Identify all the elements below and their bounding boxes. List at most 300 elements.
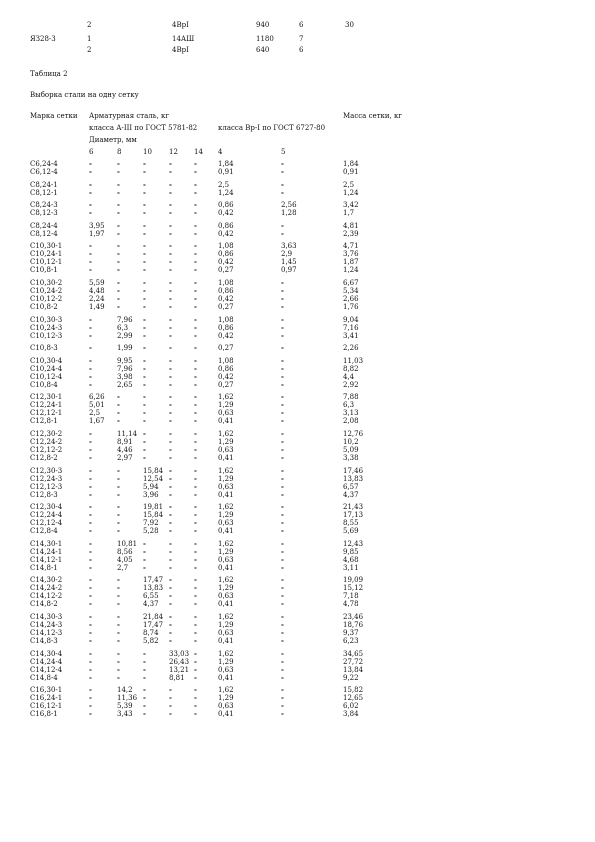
table-row — [0, 189, 595, 197]
steel-cell: - — [169, 546, 172, 556]
steel-cell: - — [194, 685, 197, 695]
mesh-mark: С8,12-4 — [30, 229, 58, 238]
mass-cell: 2,92 — [343, 380, 359, 389]
mesh-mark: С12,24-2 — [30, 438, 63, 446]
mesh-mark: С8,12-3 — [30, 209, 58, 218]
steel-cell: - — [194, 648, 197, 658]
steel-cell: - — [194, 554, 197, 564]
steel-cell: - — [89, 200, 92, 210]
steel-cell: - — [143, 546, 146, 556]
steel-cell: 10,81 — [117, 539, 138, 548]
steel-cell: - — [117, 473, 120, 483]
steel-cell: 0,27 — [218, 266, 234, 275]
steel-cell: 0,41 — [218, 637, 234, 645]
mass-cell: 15,82 — [343, 686, 364, 695]
steel-cell: 0,27 — [218, 303, 234, 311]
mass-cell: 7,18 — [343, 592, 359, 601]
steel-cell: - — [194, 265, 197, 275]
steel-cell: 1,29 — [218, 474, 234, 483]
steel-cell: - — [194, 583, 197, 593]
steel-cell: - — [143, 286, 146, 295]
steel-cell: - — [143, 278, 146, 287]
steel-cell: - — [194, 187, 197, 197]
steel-cell: - — [169, 249, 172, 259]
steel-cell: - — [89, 481, 92, 491]
steel-cell: - — [89, 322, 92, 332]
steel-cell: - — [194, 693, 197, 703]
steel-cell: - — [169, 379, 172, 389]
steel-cell: - — [89, 575, 92, 585]
mass-cell: 21,43 — [343, 503, 364, 512]
steel-cell: - — [169, 322, 172, 332]
steel-cell: 1,62 — [218, 430, 234, 438]
table-row — [0, 527, 595, 535]
steel-cell: - — [169, 510, 172, 520]
table-row — [0, 401, 595, 409]
steel-cell: 5,82 — [143, 637, 159, 645]
steel-cell: 0,63 — [218, 519, 234, 528]
steel-cell: - — [117, 664, 120, 674]
steel-cell: - — [169, 363, 172, 373]
steel-cell: - — [169, 159, 172, 168]
steel-cell: - — [194, 416, 197, 426]
table-row — [0, 674, 595, 682]
steel-cell: - — [117, 179, 120, 189]
steel-cell: - — [194, 664, 197, 674]
steel-cell: - — [194, 526, 197, 536]
steel-cell: - — [194, 302, 197, 311]
mesh-mark: С10,24-1 — [30, 250, 63, 259]
steel-cell: 12,54 — [143, 474, 164, 483]
steel-cell: 7,96 — [117, 364, 133, 373]
steel-cell: - — [89, 453, 92, 462]
steel-cell: - — [194, 612, 197, 621]
steel-cell: 0,27 — [218, 380, 234, 389]
steel-cell: 1,49 — [89, 303, 105, 311]
top-table-row — [0, 35, 595, 44]
steel-cell: 1,62 — [218, 649, 234, 658]
steel-cell: - — [169, 371, 172, 381]
steel-cell: 2,97 — [117, 454, 133, 462]
steel-cell: - — [169, 187, 172, 197]
steel-cell: - — [281, 330, 284, 340]
steel-cell: - — [281, 400, 284, 410]
steel-cell: 0,41 — [218, 710, 234, 719]
steel-cell: - — [143, 392, 146, 402]
top-cell: 6 — [299, 21, 304, 29]
steel-cell: 0,63 — [218, 665, 234, 674]
steel-cell: - — [169, 575, 172, 585]
mesh-mark: С10,24-3 — [30, 323, 63, 332]
header-diam-value: 4 — [218, 148, 223, 156]
steel-cell: - — [194, 628, 197, 637]
steel-cell: 0,42 — [218, 372, 234, 381]
steel-cell: 8,81 — [169, 673, 185, 682]
steel-cell: - — [194, 314, 197, 324]
steel-cell: - — [194, 546, 197, 556]
steel-cell: 1,29 — [218, 657, 234, 666]
top-cell: 940 — [256, 21, 270, 29]
mass-cell: 3,13 — [343, 409, 359, 418]
steel-cell: 5,01 — [89, 401, 105, 410]
steel-cell: - — [169, 628, 172, 637]
steel-cell: - — [169, 591, 172, 601]
mass-cell: 15,12 — [343, 584, 364, 593]
steel-cell: - — [117, 672, 120, 682]
steel-cell: - — [143, 322, 146, 332]
steel-cell: 0,86 — [218, 364, 234, 373]
steel-cell: - — [89, 591, 92, 601]
mass-cell: 4,4 — [343, 372, 355, 381]
mass-cell: 5,69 — [343, 527, 359, 536]
steel-cell: 0,63 — [218, 409, 234, 418]
steel-cell: - — [194, 257, 197, 267]
mass-cell: 11,03 — [343, 356, 364, 365]
mass-cell: 5,34 — [343, 287, 359, 295]
steel-cell: - — [169, 612, 172, 621]
steel-cell: - — [281, 465, 284, 475]
steel-cell: - — [89, 429, 92, 438]
steel-cell: 1,08 — [218, 315, 234, 324]
steel-cell: - — [194, 228, 197, 238]
steel-cell: - — [89, 648, 92, 658]
steel-cell: - — [143, 453, 146, 462]
header-diam-value: 10 — [143, 148, 152, 156]
table-row — [0, 303, 595, 311]
mesh-mark: С16,24-1 — [30, 694, 63, 703]
steel-cell: - — [281, 620, 284, 629]
steel-cell: - — [281, 167, 284, 176]
steel-cell: - — [89, 701, 92, 711]
steel-cell: - — [194, 575, 197, 585]
steel-cell: - — [169, 481, 172, 491]
mass-cell: 8,55 — [343, 519, 359, 528]
steel-cell: - — [281, 286, 284, 295]
steel-cell: - — [281, 546, 284, 556]
steel-cell: - — [281, 575, 284, 585]
mesh-mark: С14,8-1 — [30, 563, 58, 572]
mass-cell: 3,76 — [343, 250, 359, 259]
steel-cell: 1,08 — [218, 242, 234, 251]
mesh-mark: С14,12-4 — [30, 665, 63, 674]
steel-cell: 1,29 — [218, 511, 234, 520]
steel-cell: - — [143, 656, 146, 666]
top-cell: 14АШ — [172, 35, 195, 43]
steel-cell: - — [117, 167, 120, 176]
steel-cell: - — [117, 648, 120, 658]
mesh-mark: С14,12-3 — [30, 629, 63, 637]
steel-cell: - — [169, 445, 172, 454]
steel-cell: 1,99 — [117, 344, 133, 353]
table-row — [0, 279, 595, 287]
steel-cell: - — [194, 220, 197, 230]
steel-cell: 2,7 — [117, 563, 129, 572]
top-mark: ЯЗ28-3 — [30, 35, 56, 43]
mesh-mark: С10,24-4 — [30, 364, 63, 373]
steel-cell: - — [194, 167, 197, 176]
mass-cell: 9,85 — [343, 547, 359, 556]
steel-cell: - — [89, 599, 92, 609]
mesh-mark: С12,8-4 — [30, 527, 58, 536]
mesh-mark: С12,8-1 — [30, 417, 58, 426]
steel-cell: - — [194, 502, 197, 512]
steel-cell: 21,84 — [143, 613, 164, 621]
steel-cell: - — [281, 322, 284, 332]
steel-cell: - — [89, 672, 92, 682]
mass-cell: 18,76 — [343, 621, 364, 629]
steel-cell: 8,56 — [117, 547, 133, 556]
steel-cell: 5,59 — [89, 279, 105, 287]
top-cell: 2 — [87, 21, 92, 29]
steel-cell: - — [194, 562, 197, 572]
mass-cell: 8,82 — [343, 364, 359, 373]
steel-cell: 2,56 — [281, 201, 297, 210]
steel-cell: - — [89, 546, 92, 556]
steel-cell: - — [194, 510, 197, 520]
mesh-mark: С10,8-3 — [30, 344, 58, 353]
steel-cell: 0,41 — [218, 563, 234, 572]
mass-cell: 2,5 — [343, 180, 355, 189]
steel-cell: - — [143, 664, 146, 674]
steel-cell: - — [281, 628, 284, 637]
mesh-mark: С10,12-3 — [30, 331, 63, 340]
steel-cell: - — [117, 599, 120, 609]
steel-cell: 0,42 — [218, 258, 234, 267]
steel-cell: - — [89, 465, 92, 475]
steel-cell: 0,41 — [218, 527, 234, 536]
steel-cell: - — [143, 249, 146, 259]
header-diam-value: 6 — [89, 148, 94, 156]
steel-cell: - — [89, 330, 92, 340]
steel-cell: - — [169, 200, 172, 210]
mesh-mark: С12,24-3 — [30, 474, 63, 483]
steel-cell: - — [117, 583, 120, 593]
mesh-mark: С16,12-1 — [30, 702, 63, 711]
mesh-mark: С14,8-2 — [30, 600, 58, 609]
mass-cell: 12,65 — [343, 694, 364, 703]
mass-cell: 2,39 — [343, 229, 359, 238]
steel-cell: - — [169, 220, 172, 230]
mass-cell: 1,87 — [343, 258, 359, 267]
steel-cell: - — [143, 355, 146, 365]
steel-cell: - — [194, 343, 197, 353]
steel-cell: - — [117, 200, 120, 210]
steel-cell: 1,62 — [218, 686, 234, 695]
steel-cell: - — [194, 278, 197, 287]
steel-cell: - — [169, 241, 172, 251]
top-cell: 30 — [345, 21, 354, 29]
steel-cell: - — [281, 701, 284, 711]
steel-cell: - — [281, 685, 284, 695]
steel-cell: - — [194, 701, 197, 711]
steel-cell: - — [194, 481, 197, 491]
mesh-mark: С14,12-2 — [30, 592, 63, 601]
steel-cell: - — [169, 429, 172, 438]
mesh-mark: С8,24-3 — [30, 201, 58, 210]
steel-cell: - — [281, 187, 284, 197]
header-mass: Масса сетки, кг — [343, 112, 403, 120]
mesh-mark: С12,12-3 — [30, 482, 63, 491]
steel-cell: 0,41 — [218, 454, 234, 462]
steel-cell: - — [143, 167, 146, 176]
mass-cell: 3,11 — [343, 563, 359, 572]
steel-cell: - — [89, 502, 92, 512]
steel-cell: - — [89, 628, 92, 637]
header-mark: Марка сетки — [30, 112, 78, 120]
mesh-mark: С14,30-4 — [30, 649, 63, 658]
steel-cell: - — [194, 453, 197, 462]
steel-cell: - — [143, 538, 146, 548]
top-cell: 1 — [87, 35, 92, 43]
steel-cell: - — [281, 664, 284, 674]
steel-cell: - — [194, 620, 197, 629]
steel-cell: 0,41 — [218, 417, 234, 426]
mesh-mark: С10,30-1 — [30, 242, 63, 251]
steel-cell: - — [281, 220, 284, 230]
steel-cell: 15,84 — [143, 511, 164, 520]
steel-cell: 0,63 — [218, 482, 234, 491]
steel-cell: - — [194, 355, 197, 365]
steel-cell: - — [194, 408, 197, 418]
steel-cell: - — [194, 636, 197, 645]
steel-cell: - — [143, 709, 146, 719]
table-row — [0, 564, 595, 572]
mesh-mark: С12,12-4 — [30, 519, 63, 528]
steel-cell: - — [143, 400, 146, 410]
steel-cell: - — [281, 481, 284, 491]
steel-cell: 3,96 — [143, 490, 159, 499]
table-row — [0, 266, 595, 274]
steel-cell: 0,63 — [218, 555, 234, 564]
steel-cell: - — [169, 599, 172, 609]
steel-cell: 1,08 — [218, 279, 234, 287]
steel-cell: - — [194, 371, 197, 381]
table-row — [0, 332, 595, 340]
steel-cell: - — [117, 159, 120, 168]
steel-cell: 1,29 — [218, 584, 234, 593]
steel-cell: - — [194, 445, 197, 454]
mass-cell: 4,78 — [343, 600, 359, 609]
mesh-mark: С12,24-4 — [30, 511, 63, 520]
steel-cell: 6,26 — [89, 393, 105, 402]
steel-cell: - — [143, 265, 146, 275]
steel-cell: 0,41 — [218, 490, 234, 499]
steel-cell: - — [281, 693, 284, 703]
steel-cell: - — [89, 437, 92, 446]
steel-cell: - — [143, 159, 146, 168]
steel-cell: - — [117, 518, 120, 528]
steel-cell: - — [194, 429, 197, 438]
top-cell: 1180 — [256, 35, 274, 43]
steel-cell: - — [281, 302, 284, 311]
steel-cell: - — [169, 400, 172, 410]
steel-cell: 0,86 — [218, 323, 234, 332]
steel-cell: - — [281, 672, 284, 682]
steel-cell: - — [169, 636, 172, 645]
steel-cell: - — [143, 330, 146, 340]
steel-cell: - — [281, 408, 284, 418]
mass-cell: 13,83 — [343, 474, 364, 483]
table-row — [0, 637, 595, 645]
steel-cell: - — [169, 562, 172, 572]
mesh-mark: С10,24-2 — [30, 287, 63, 295]
mesh-mark: С10,12-1 — [30, 258, 63, 267]
mass-cell: 6,67 — [343, 279, 359, 287]
steel-cell: - — [281, 489, 284, 499]
steel-cell: 4,37 — [143, 600, 159, 609]
top-cell: 4ВрI — [172, 46, 189, 54]
steel-cell: - — [281, 599, 284, 609]
mass-cell: 1,7 — [343, 209, 355, 218]
steel-cell: - — [143, 314, 146, 324]
mass-cell: 27,72 — [343, 657, 364, 666]
steel-cell: 1,29 — [218, 694, 234, 703]
steel-cell: - — [89, 257, 92, 267]
mass-cell: 9,37 — [343, 629, 359, 637]
steel-cell: - — [281, 612, 284, 621]
mesh-mark: С14,30-1 — [30, 539, 63, 548]
mass-cell: 17,46 — [343, 466, 364, 475]
steel-cell: - — [89, 187, 92, 197]
steel-cell: - — [143, 554, 146, 564]
mesh-mark: С10,8-2 — [30, 303, 58, 311]
steel-cell: - — [194, 208, 197, 218]
steel-cell: - — [117, 628, 120, 637]
top-cell: 640 — [256, 46, 270, 54]
table-row — [0, 295, 595, 303]
mesh-mark: С10,30-2 — [30, 279, 63, 287]
steel-cell: - — [143, 379, 146, 389]
table-row — [0, 600, 595, 608]
steel-cell: - — [89, 709, 92, 719]
steel-cell: - — [194, 672, 197, 682]
steel-cell: - — [89, 526, 92, 536]
steel-cell: 0,86 — [218, 221, 234, 230]
steel-cell: - — [194, 179, 197, 189]
table-row — [0, 287, 595, 295]
mass-cell: 1,76 — [343, 303, 359, 311]
steel-cell: - — [117, 481, 120, 491]
table-row — [0, 417, 595, 425]
steel-cell: - — [194, 591, 197, 601]
steel-cell: - — [89, 664, 92, 674]
header-diam-value: 12 — [169, 148, 178, 156]
steel-cell: - — [89, 562, 92, 572]
steel-cell: - — [281, 648, 284, 658]
steel-cell: - — [143, 371, 146, 381]
steel-cell: - — [169, 502, 172, 512]
steel-cell: - — [169, 554, 172, 564]
steel-cell: 6,3 — [117, 323, 129, 332]
steel-cell: 1,29 — [218, 438, 234, 446]
steel-cell: - — [281, 179, 284, 189]
steel-cell: - — [143, 437, 146, 446]
mesh-mark: С12,24-1 — [30, 401, 63, 410]
steel-cell: - — [281, 583, 284, 593]
top-table-row — [0, 46, 595, 55]
steel-cell: - — [89, 379, 92, 389]
steel-cell: - — [89, 612, 92, 621]
steel-cell: - — [143, 343, 146, 353]
steel-cell: - — [194, 286, 197, 295]
mass-cell: 34,65 — [343, 649, 364, 658]
mass-cell: 6,23 — [343, 637, 359, 645]
steel-cell: - — [169, 208, 172, 218]
steel-cell: - — [281, 591, 284, 601]
steel-cell: 1,45 — [281, 258, 297, 267]
table-row — [0, 168, 595, 176]
steel-cell: - — [281, 294, 284, 303]
